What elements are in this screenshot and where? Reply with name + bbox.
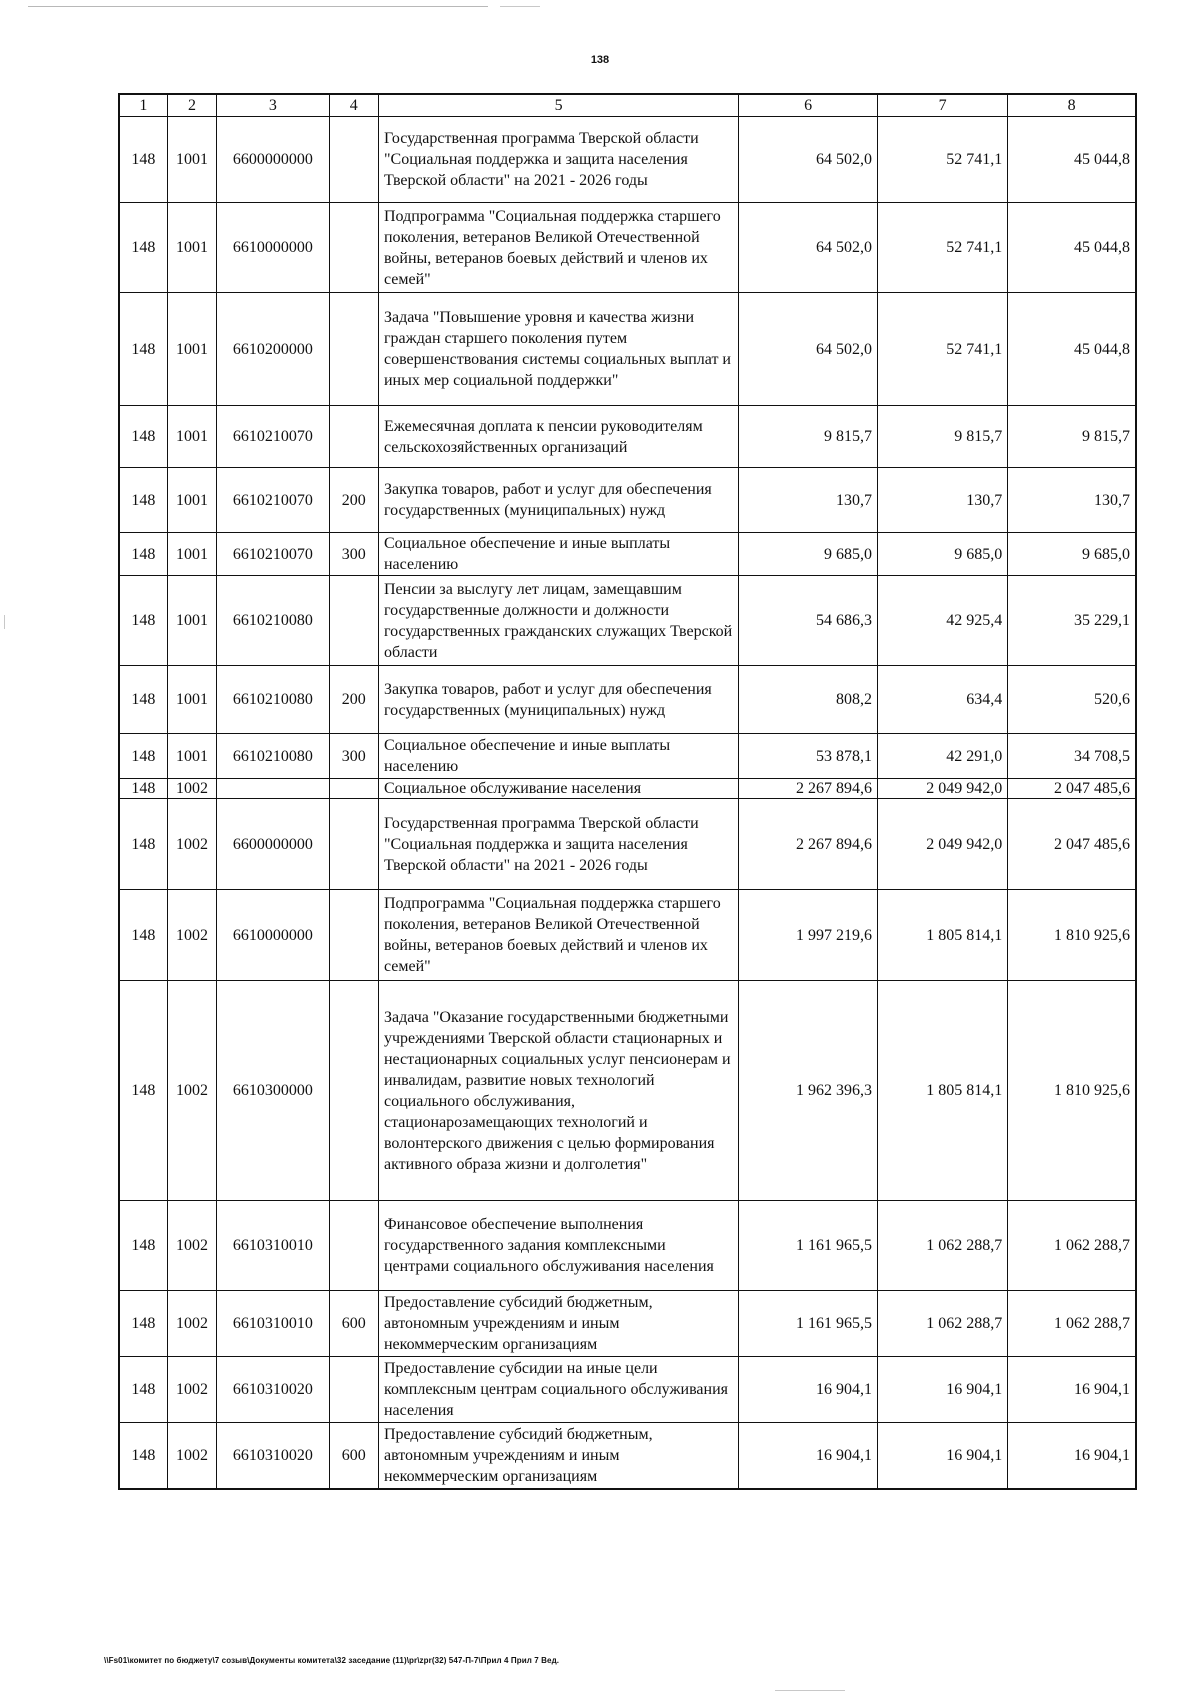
- target-article-code: 6610210070: [217, 406, 329, 468]
- item-description: Предоставление субсидий бюджетным, автономным учреждениям и иным некоммерческим организациям: [378, 1291, 738, 1357]
- column-number: 8: [1008, 94, 1136, 117]
- section-code: 1002: [167, 1423, 216, 1489]
- column-number: 4: [329, 94, 378, 117]
- amount-col7: 16 904,1: [878, 1423, 1008, 1489]
- amount-col8: 1 810 925,6: [1008, 890, 1136, 981]
- amount-col7: 52 741,1: [878, 293, 1008, 406]
- amount-col6: 1 962 396,3: [739, 981, 878, 1201]
- table-row: [119, 981, 1136, 1201]
- ministry-code: 148: [119, 734, 167, 779]
- amount-col7: 42 291,0: [878, 734, 1008, 779]
- item-description: Подпрограмма "Социальная поддержка старшего поколения, ветеранов Великой Отечественной войны, ветеранов боевых действий и членов их семей": [378, 203, 738, 293]
- table-row: [119, 1201, 1136, 1291]
- target-article-code: 6600000000: [217, 117, 329, 203]
- amount-col6: 9 685,0: [739, 533, 878, 576]
- table-row: [119, 799, 1136, 890]
- target-article-code: 6610210080: [217, 734, 329, 779]
- amount-col8: 9 815,7: [1008, 406, 1136, 468]
- amount-col8: 35 229,1: [1008, 576, 1136, 666]
- table-row: [119, 1357, 1136, 1423]
- amount-col8: 45 044,8: [1008, 293, 1136, 406]
- amount-col6: 54 686,3: [739, 576, 878, 666]
- amount-col8: 2 047 485,6: [1008, 799, 1136, 890]
- section-code: 1001: [167, 576, 216, 666]
- table-row: [119, 734, 1136, 779]
- column-number: 2: [167, 94, 216, 117]
- table-row: [119, 117, 1136, 203]
- ministry-code: 148: [119, 533, 167, 576]
- item-description: Предоставление субсидии на иные цели комплексным центрам социального обслуживания населения: [378, 1357, 738, 1423]
- amount-col8: 1 062 288,7: [1008, 1291, 1136, 1357]
- amount-col8: 45 044,8: [1008, 203, 1136, 293]
- ministry-code: 148: [119, 576, 167, 666]
- section-code: 1002: [167, 779, 216, 799]
- amount-col7: 9 815,7: [878, 406, 1008, 468]
- expense-type-code: [329, 1201, 378, 1291]
- ministry-code: 148: [119, 666, 167, 734]
- ministry-code: 148: [119, 406, 167, 468]
- column-number: 5: [378, 94, 738, 117]
- file-path-footer: \\Fs01\комитет по бюджету\7 созыв\Документы комитета\32 заседание (11)\pr\zpr(32) 547-П-7\Прил 4 Прил 7 Вед.: [104, 1656, 560, 1665]
- column-number: 1: [119, 94, 167, 117]
- item-description: Государственная программа Тверской области "Социальная поддержка и защита населения Тверской области" на 2021 - 2026 годы: [378, 799, 738, 890]
- amount-col7: 2 049 942,0: [878, 799, 1008, 890]
- budget-table: [118, 93, 1137, 1490]
- ministry-code: 148: [119, 117, 167, 203]
- ministry-code: 148: [119, 779, 167, 799]
- expense-type-code: [329, 890, 378, 981]
- page-number: 138: [590, 54, 610, 66]
- column-number: 3: [217, 94, 329, 117]
- amount-col7: 1 805 814,1: [878, 981, 1008, 1201]
- section-code: 1001: [167, 203, 216, 293]
- amount-col7: 1 805 814,1: [878, 890, 1008, 981]
- target-article-code: 6610210080: [217, 576, 329, 666]
- amount-col7: 16 904,1: [878, 1357, 1008, 1423]
- amount-col6: 2 267 894,6: [739, 799, 878, 890]
- section-code: 1001: [167, 406, 216, 468]
- target-article-code: 6610310020: [217, 1423, 329, 1489]
- amount-col7: 130,7: [878, 468, 1008, 533]
- ministry-code: 148: [119, 799, 167, 890]
- target-article-code: 6610310010: [217, 1291, 329, 1357]
- section-code: 1001: [167, 117, 216, 203]
- amount-col8: 130,7: [1008, 468, 1136, 533]
- section-code: 1001: [167, 533, 216, 576]
- amount-col8: 2 047 485,6: [1008, 779, 1136, 799]
- section-code: 1002: [167, 890, 216, 981]
- amount-col7: 1 062 288,7: [878, 1201, 1008, 1291]
- section-code: 1001: [167, 666, 216, 734]
- amount-col6: 64 502,0: [739, 293, 878, 406]
- scan-mark: [4, 615, 8, 629]
- section-code: 1001: [167, 293, 216, 406]
- table-row: [119, 576, 1136, 666]
- amount-col7: 2 049 942,0: [878, 779, 1008, 799]
- item-description: Пенсии за выслугу лет лицам, замещавшим государственные должности и должности государственных гражданских служащих Тверской области: [378, 576, 738, 666]
- ministry-code: 148: [119, 890, 167, 981]
- table-row: [119, 533, 1136, 576]
- section-code: 1002: [167, 1357, 216, 1423]
- amount-col6: 64 502,0: [739, 117, 878, 203]
- amount-col8: 1 810 925,6: [1008, 981, 1136, 1201]
- item-description: Ежемесячная доплата к пенсии руководителям сельскохозяйственных организаций: [378, 406, 738, 468]
- ministry-code: 148: [119, 203, 167, 293]
- scan-edge-line: [28, 6, 488, 7]
- amount-col8: 45 044,8: [1008, 117, 1136, 203]
- column-number: 6: [739, 94, 878, 117]
- ministry-code: 148: [119, 1291, 167, 1357]
- ministry-code: 148: [119, 468, 167, 533]
- target-article-code: 6610000000: [217, 203, 329, 293]
- section-code: 1001: [167, 468, 216, 533]
- amount-col8: 34 708,5: [1008, 734, 1136, 779]
- expense-type-code: 200: [329, 468, 378, 533]
- amount-col6: 53 878,1: [739, 734, 878, 779]
- scan-edge-line: [500, 6, 540, 7]
- expense-type-code: 300: [329, 734, 378, 779]
- target-article-code: 6610210070: [217, 533, 329, 576]
- table-row: [119, 666, 1136, 734]
- expense-type-code: [329, 779, 378, 799]
- section-code: 1002: [167, 1291, 216, 1357]
- scan-edge-line: [775, 1690, 845, 1691]
- table-row: [119, 293, 1136, 406]
- ministry-code: 148: [119, 981, 167, 1201]
- amount-col7: 634,4: [878, 666, 1008, 734]
- amount-col6: 1 997 219,6: [739, 890, 878, 981]
- target-article-code: 6610210080: [217, 666, 329, 734]
- amount-col6: 16 904,1: [739, 1357, 878, 1423]
- ministry-code: 148: [119, 1201, 167, 1291]
- item-description: Социальное обеспечение и иные выплаты населению: [378, 734, 738, 779]
- ministry-code: 148: [119, 293, 167, 406]
- amount-col6: 16 904,1: [739, 1423, 878, 1489]
- item-description: Закупка товаров, работ и услуг для обеспечения государственных (муниципальных) нужд: [378, 468, 738, 533]
- item-description: Задача "Повышение уровня и качества жизни граждан старшего поколения путем совершенствования системы социальных выплат и иных мер социальной поддержки": [378, 293, 738, 406]
- table-row: [119, 890, 1136, 981]
- item-description: Социальное обеспечение и иные выплаты населению: [378, 533, 738, 576]
- table-row: [119, 406, 1136, 468]
- amount-col6: 808,2: [739, 666, 878, 734]
- amount-col7: 52 741,1: [878, 117, 1008, 203]
- target-article-code: 6600000000: [217, 799, 329, 890]
- amount-col7: 42 925,4: [878, 576, 1008, 666]
- column-number-row: [119, 94, 1136, 117]
- column-number: 7: [878, 94, 1008, 117]
- item-description: Социальное обслуживание населения: [378, 779, 738, 799]
- item-description: Предоставление субсидий бюджетным, автономным учреждениям и иным некоммерческим организациям: [378, 1423, 738, 1489]
- section-code: 1001: [167, 734, 216, 779]
- table-row: [119, 1291, 1136, 1357]
- expense-type-code: [329, 117, 378, 203]
- expense-type-code: 200: [329, 666, 378, 734]
- expense-type-code: [329, 799, 378, 890]
- amount-col8: 9 685,0: [1008, 533, 1136, 576]
- expense-type-code: 600: [329, 1291, 378, 1357]
- target-article-code: 6610310010: [217, 1201, 329, 1291]
- item-description: Закупка товаров, работ и услуг для обеспечения государственных (муниципальных) нужд: [378, 666, 738, 734]
- amount-col6: 130,7: [739, 468, 878, 533]
- item-description: Задача "Оказание государственными бюджетными учреждениями Тверской области стационарных и нестационарных социальных услуг пенсионерам и инвалидам, развитие новых технологий социального обслуживания, стационарозамещающих технологий и волонтерского движения с целью формирования активного образа жизни и долголетия": [378, 981, 738, 1201]
- target-article-code: 6610210070: [217, 468, 329, 533]
- amount-col8: 1 062 288,7: [1008, 1201, 1136, 1291]
- ministry-code: 148: [119, 1423, 167, 1489]
- expense-type-code: 300: [329, 533, 378, 576]
- amount-col7: 52 741,1: [878, 203, 1008, 293]
- target-article-code: [217, 779, 329, 799]
- table-row: [119, 468, 1136, 533]
- amount-col8: 520,6: [1008, 666, 1136, 734]
- amount-col6: 2 267 894,6: [739, 779, 878, 799]
- amount-col8: 16 904,1: [1008, 1423, 1136, 1489]
- section-code: 1002: [167, 799, 216, 890]
- item-description: Государственная программа Тверской области "Социальная поддержка и защита населения Тверской области" на 2021 - 2026 годы: [378, 117, 738, 203]
- amount-col6: 64 502,0: [739, 203, 878, 293]
- amount-col7: 9 685,0: [878, 533, 1008, 576]
- amount-col8: 16 904,1: [1008, 1357, 1136, 1423]
- target-article-code: 6610310020: [217, 1357, 329, 1423]
- item-description: Подпрограмма "Социальная поддержка старшего поколения, ветеранов Великой Отечественной войны, ветеранов боевых действий и членов их семей": [378, 890, 738, 981]
- target-article-code: 6610200000: [217, 293, 329, 406]
- table-row: [119, 203, 1136, 293]
- target-article-code: 6610000000: [217, 890, 329, 981]
- amount-col7: 1 062 288,7: [878, 1291, 1008, 1357]
- expense-type-code: [329, 203, 378, 293]
- amount-col6: 1 161 965,5: [739, 1201, 878, 1291]
- expense-type-code: [329, 1357, 378, 1423]
- expense-type-code: [329, 981, 378, 1201]
- expense-type-code: [329, 293, 378, 406]
- expense-type-code: 600: [329, 1423, 378, 1489]
- section-code: 1002: [167, 1201, 216, 1291]
- ministry-code: 148: [119, 1357, 167, 1423]
- expense-type-code: [329, 406, 378, 468]
- table-row: [119, 1423, 1136, 1489]
- amount-col6: 9 815,7: [739, 406, 878, 468]
- amount-col6: 1 161 965,5: [739, 1291, 878, 1357]
- target-article-code: 6610300000: [217, 981, 329, 1201]
- table-row: [119, 779, 1136, 799]
- item-description: Финансовое обеспечение выполнения государственного задания комплексными центрами социального обслуживания населения: [378, 1201, 738, 1291]
- section-code: 1002: [167, 981, 216, 1201]
- expense-type-code: [329, 576, 378, 666]
